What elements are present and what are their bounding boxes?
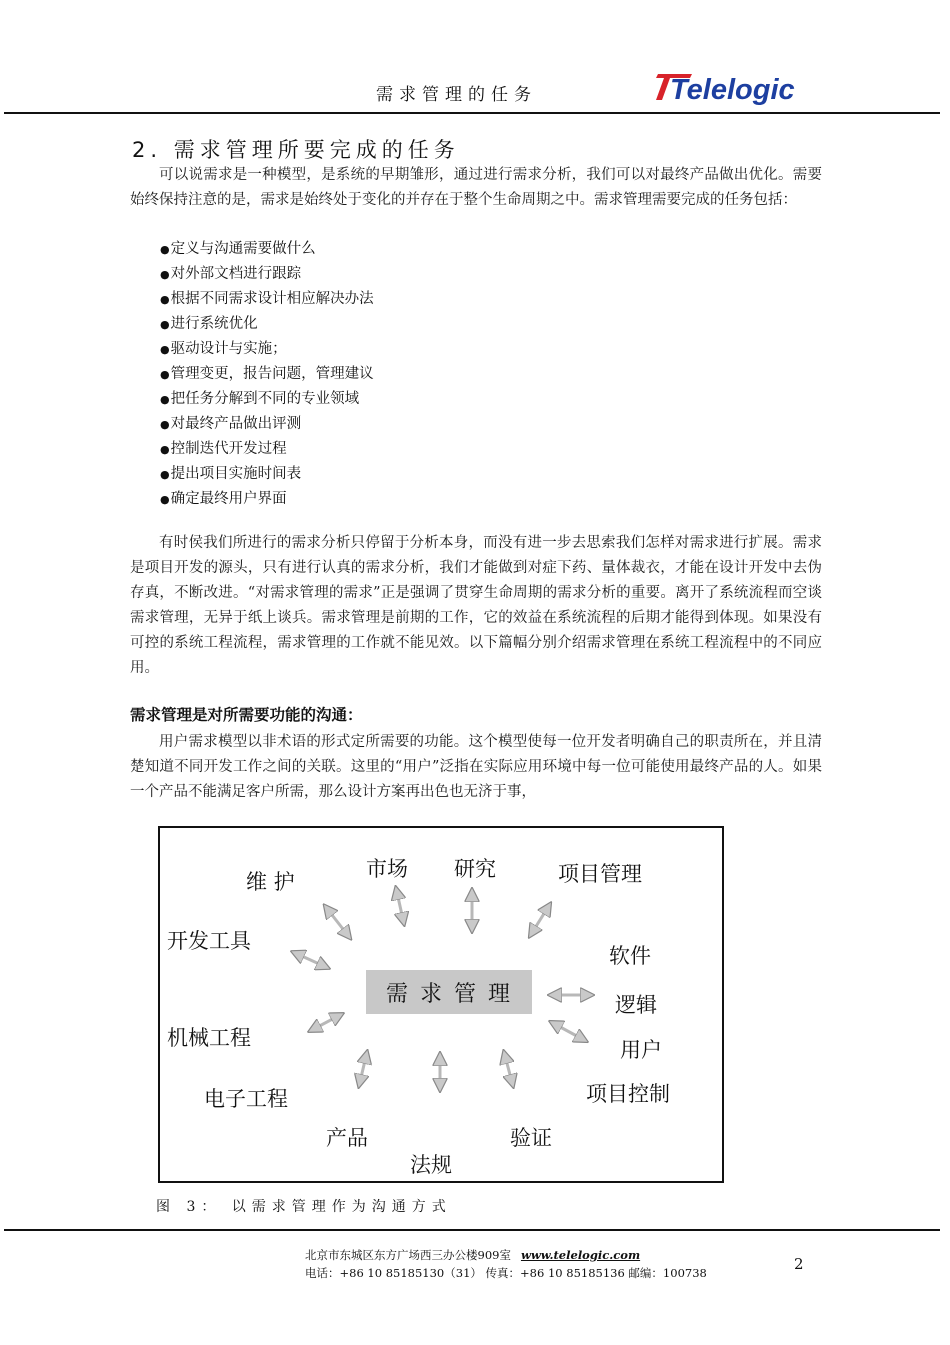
arrow-yanzheng	[504, 1052, 513, 1086]
label-jixiegongcheng: 机械工程	[167, 1026, 251, 1050]
list-item: ● 对外部文档进行跟踪	[160, 262, 374, 287]
telelogic-logo	[652, 68, 832, 108]
arrow-jixiegongcheng	[310, 1014, 342, 1031]
label-kaifagongju: 开发工具	[167, 929, 251, 953]
list-item: ● 对最终产品做出评测	[160, 412, 374, 437]
page-number: 2	[794, 1255, 804, 1273]
label-yanjiu: 研究	[454, 857, 496, 881]
list-item: ● 定义与沟通需要做什么	[160, 237, 374, 262]
analysis-text: 有时侯我们所进行的需求分析只停留于分析本身，而没有进一步去思索我们怎样对需求进行扩展。需求是项目开发的源头，只有进行认真的需求分析，我们才能做到对症下药、量体裁衣，才能在设计开发中去伪存真，不断改进。“对需求管理的需求”正是强调了贯穿生命周期的需求分析的重要。离开了系统流程而空谈需求管理，无异于纸上谈兵。需求管理是前期的工作，它的效益在系统流程的后期才能得到体现。如果没有可控的系统工程流程，需求管理的工作就不能见效。以下篇幅分别介绍需求管理在系统工程流程中的不同应用。	[130, 535, 822, 676]
communication-diagram	[158, 826, 724, 1183]
center-requirements-management: 需求管理	[366, 970, 532, 1014]
label-yonghu: 用户	[620, 1038, 662, 1062]
label-chanpin: 产品	[326, 1126, 368, 1150]
section-title: 2. 需求管理所要完成的任务	[132, 138, 460, 162]
arrow-dianzigongcheng	[359, 1052, 367, 1086]
label-dianzigongcheng: 电子工程	[204, 1087, 288, 1111]
arrow-yonghu	[551, 1022, 586, 1041]
arrow-weihu	[325, 906, 350, 938]
list-item: ● 把任务分解到不同的专业领域	[160, 387, 374, 412]
list-item: ● 根据不同需求设计相应解决办法	[160, 287, 374, 312]
label-ruanjian: 软件	[609, 944, 651, 968]
label-yanzheng: 验证	[510, 1126, 552, 1150]
intro-text: 可以说需求是一种模型，是系统的早期雏形，通过进行需求分析，我们可以对最终产品做出优化。需要始终保持注意的是，需求是始终处于变化的并存在于整个生命周期之中。需求管理需要完成的任务包括：	[130, 167, 822, 208]
arrow-xiangmuguanli	[530, 904, 550, 936]
label-luoji: 逻辑	[615, 993, 657, 1017]
list-item: ● 驱动设计与实施；	[160, 337, 374, 362]
arrow-shichang	[396, 888, 404, 924]
subsection-heading: 需求管理是对所需要功能的沟通：	[130, 706, 363, 724]
list-item: ● 控制迭代开发过程	[160, 437, 374, 462]
footer-address: 北京市东城区东方广场西三办公楼909室	[305, 1248, 511, 1262]
label-xiangmukongzhi: 项目控制	[586, 1082, 670, 1106]
label-fagui: 法规	[410, 1153, 452, 1177]
label-weihu: 维 护	[246, 870, 295, 894]
svg-text:Telelogic: Telelogic	[670, 74, 795, 106]
figure-caption: 图 3： 以需求管理作为沟通方式	[156, 1199, 452, 1215]
list-item: ● 确定最终用户界面	[160, 487, 374, 512]
footer-address-line	[305, 1247, 640, 1263]
list-item: ● 提出项目实施时间表	[160, 462, 374, 487]
user-model-text: 用户需求模型以非术语的形式定所需要的功能。这个模型使每一位开发者明确自己的职责所在，并且清楚知道不同开发工作之间的关联。这里的“用户”泛指在实际应用环境中每一位可能使用最终产品的人。如果一个产品不能满足客户所需，那么设计方案再出色也无济于事，	[130, 734, 822, 800]
footer-rule	[4, 1229, 940, 1231]
user-model-paragraph	[130, 730, 822, 805]
intro-paragraph	[130, 163, 822, 213]
label-shichang: 市场	[366, 857, 408, 881]
label-xiangmuguanli: 项目管理	[558, 862, 642, 886]
analysis-paragraph	[130, 531, 822, 681]
running-header-title: 需求管理的任务	[376, 85, 537, 105]
header-rule	[4, 112, 940, 114]
footer-url-link[interactable]: www.telelogic.com	[520, 1248, 641, 1262]
list-item: ● 进行系统优化	[160, 312, 374, 337]
arrow-kaifagongju	[293, 952, 328, 968]
list-item: ● 管理变更，报告问题，管理建议	[160, 362, 374, 387]
footer-contact: 电话：+86 10 85185130（31） 传真：+86 10 85185136 邮编：100738	[305, 1266, 707, 1280]
task-bullet-list	[160, 237, 374, 512]
